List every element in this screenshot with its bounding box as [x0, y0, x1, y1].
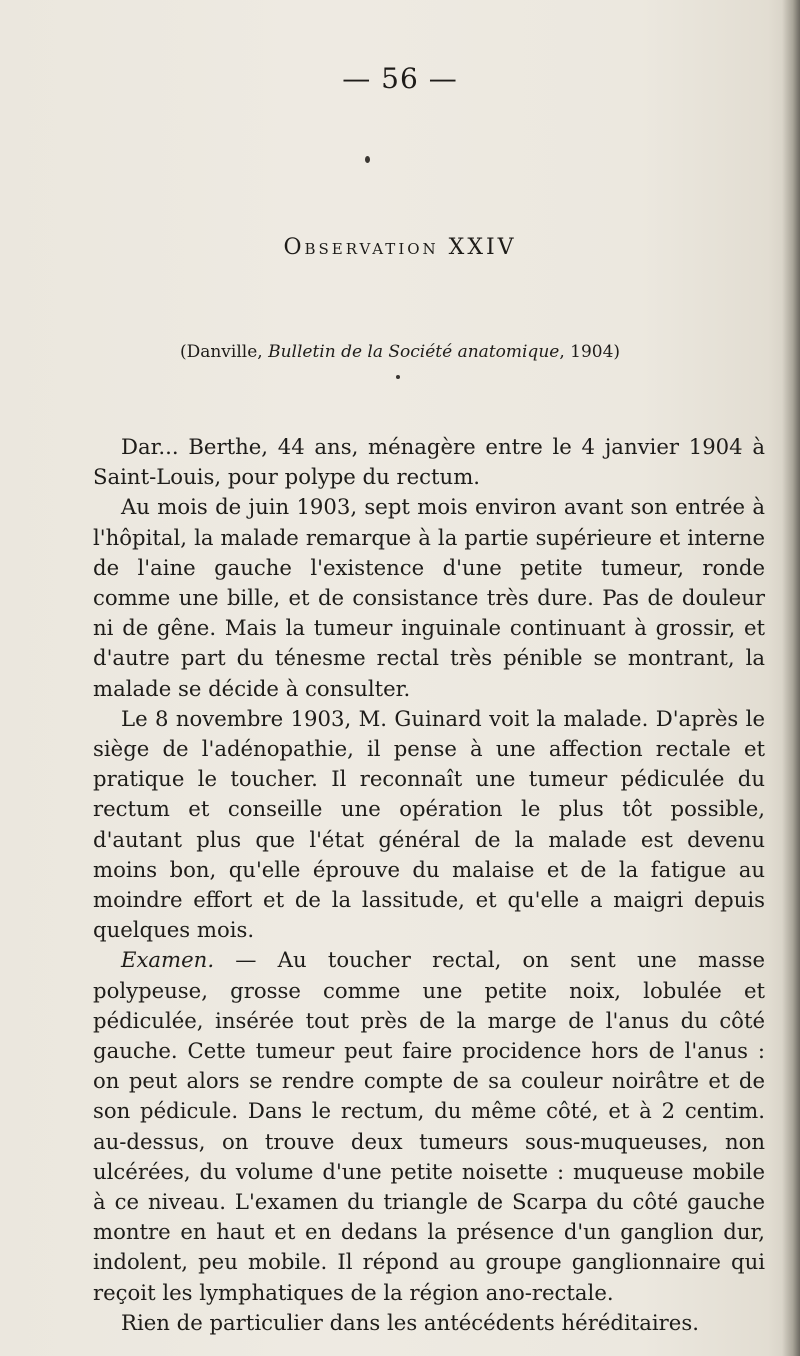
paragraph-text: — Au toucher rectal, on sent une masse polypeuse, grosse comme une petite noix, lobulée et pédiculée, insérée tout près de la marge de l'anus du côté gauche. Cette tumeur peut faire procidence hors de l'anus : on peut alors se rendre compte de sa couleur noirâtre et de son pédicule. Dans le rectum, du même côté, et à 2 centim. au-dessus, on trouve deux tumeurs sous-muqueuses, non ulcérées, du volume d'une petite noisette : muqueuse mobile à ce niveau. L'examen du triangle de Scarpa du côté gauche montre en haut et en dedans la présence d'un ganglion dur, indolent, peu mobile. Il répond au groupe ganglionnaire qui reçoit les lymphatiques de la région ano-rectale.: [93, 947, 765, 1305]
paragraph: [93, 704, 765, 946]
paragraph-text: Le 8 novembre 1903, M. Guinard voit la malade. D'après le siège de l'adénopathie, il pense à une affection rectale et pratique le toucher. Il reconnaît une tumeur pédiculée du rectum et conseille une opération le plus tôt possible, d'autant plus que l'état général de la malade est devenu moins bon, qu'elle éprouve du malaise et de la fatigue au moindre effort et de la lassitude, et qu'elle a maigri depuis quelques mois.: [93, 705, 765, 943]
examen-label: Examen.: [121, 947, 215, 973]
observation-title: Observation XXIV: [283, 235, 517, 260]
ink-speck: [396, 375, 400, 379]
paragraph: [93, 1308, 765, 1338]
paragraph: [93, 945, 765, 1307]
page-edge-shadow: [782, 0, 800, 1356]
citation-journal: Bulletin de la Société anatomique: [268, 342, 560, 362]
page-number: — 56 —: [342, 62, 458, 95]
paragraph: [93, 432, 765, 492]
paragraph-text: Au mois de juin 1903, sept mois environ avant son entrée à l'hôpital, la malade remarque à la partie supérieure et interne de l'aine gauche l'existence d'une petite tumeur, ronde comme une bille, et de consistance très dure. Pas de douleur ni de gêne. Mais la tumeur inguinale continuant à grossir, et d'autre part du ténesme rectal très pénible se montrant, la malade se décide à consulter.: [93, 494, 765, 701]
paragraph: [93, 492, 765, 703]
paragraph-text: Rien de particulier dans les antécédents héréditaires.: [121, 1309, 699, 1335]
body-text: [93, 432, 765, 1338]
citation-prefix: (Danville,: [179, 342, 269, 362]
paragraph-text: Dar... Berthe, 44 ans, ménagère entre le 4 janvier 1904 à Saint-Louis, pour polype du rectum.: [93, 434, 765, 490]
citation: [0, 342, 800, 362]
citation-suffix: , 1904): [559, 342, 621, 362]
ink-speck: [365, 156, 370, 163]
